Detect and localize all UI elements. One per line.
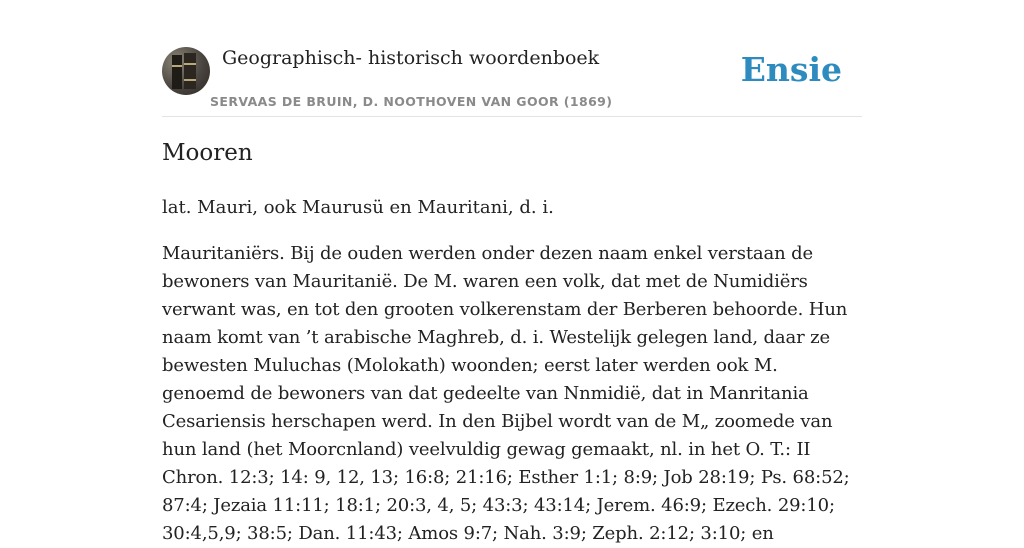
book-cover-icon[interactable]: [162, 47, 210, 95]
book-author: SERVAAS DE BRUIN, D. NOOTHOVEN VAN GOOR (1869): [210, 94, 613, 109]
entry-body: Mauritaniërs. Bij de ouden werden onder dezen naam enkel verstaan de bewoners van Mauritanië. De M. waren een volk, dat met de Numidiërs verwant was, en tot den grooten volkerenstam der Berberen behoorde. Hun naam komt van ’t arabische Maghreb, d. i. Westelijk gelegen land, daar ze bewesten Muluchas (Molokath) woonden; eerst later werden ook M. genoemd de bewoners van dat gedeelte van Nnmidië, dat in Manritania Cesariensis herschapen werd. In den Bijbel wordt van de M„ zoomede van hun land (het Moorcnland) veelvuldig gewag gemaakt, nl. in het O. T.: II Chron. 12:3; 14: 9, 12, 13; 16:8; 21:16; Esther 1:1; 8:9; Job 28:19; Ps. 68:52; 87:4; Jezaia 11:11; 18:1; 20:3, 4, 5; 43:3; 43:14; Jerem. 46:9; Ezech. 29:10; 30:4,5,9; 38:5; Dan. 11:43; Amos 9:7; Nah. 3:9; Zeph. 2:12; 3:10; en: [162, 243, 850, 544]
book-header: [162, 40, 862, 117]
book-title[interactable]: Geographisch- historisch woordenboek: [222, 47, 600, 69]
entry-lead: lat. Mauri, ook Maurusü en Mauritani, d. i.: [162, 197, 554, 218]
ensie-logo[interactable]: Ensie: [740, 50, 842, 89]
entry-title: Mooren: [162, 140, 253, 166]
